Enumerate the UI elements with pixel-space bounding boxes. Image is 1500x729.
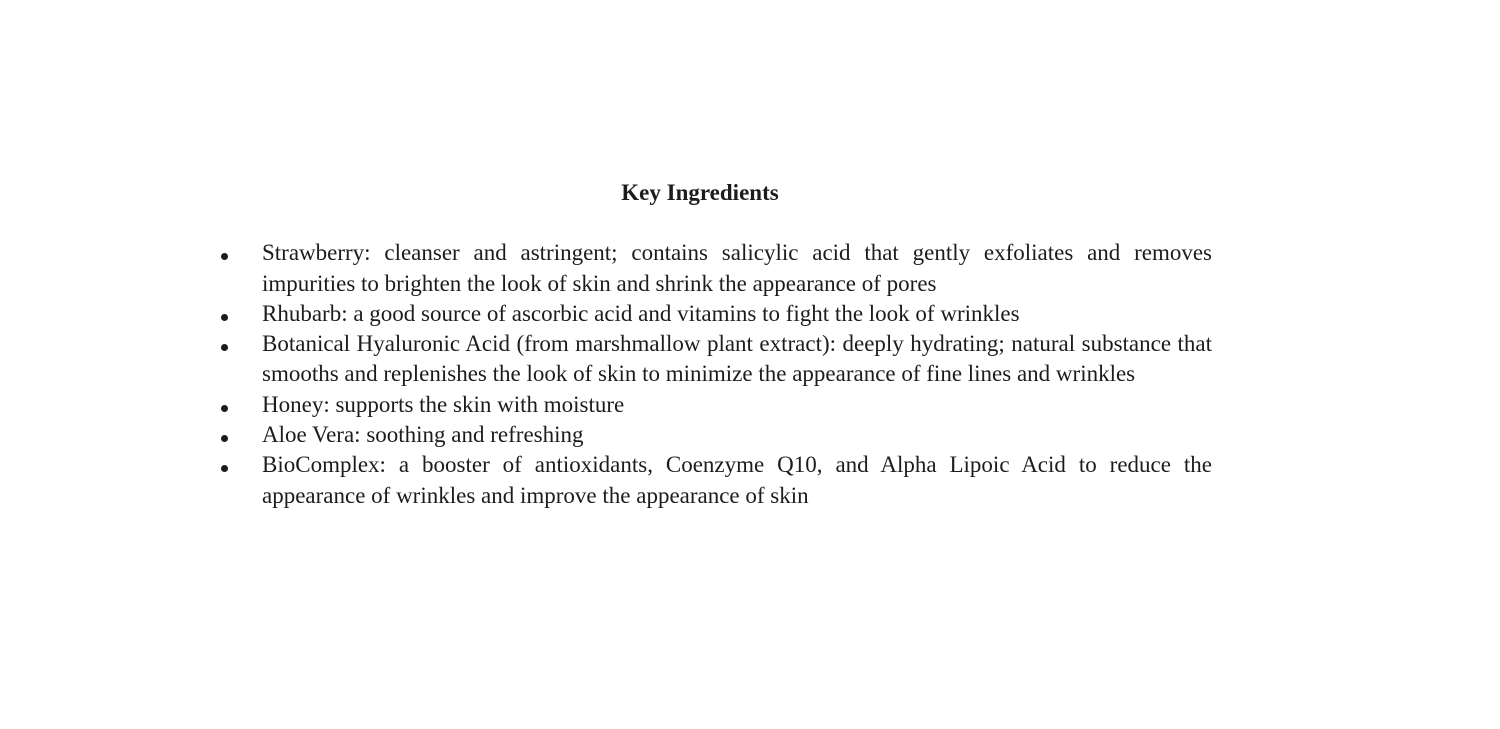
document-content bbox=[188, 178, 1212, 511]
ingredient-list bbox=[188, 238, 1212, 511]
ingredient-item-botanical-hyaluronic-acid: Botanical Hyaluronic Acid (from marshmallow plant extract): deeply hydrating; natural substance that smooths and replenishes the look of skin to minimize the appearance of fine lines and wrinkles bbox=[188, 329, 1212, 390]
ingredient-item-strawberry: Strawberry: cleanser and astringent; contains salicylic acid that gently exfoliates and removes impurities to brighten the look of skin and shrink the appearance of pores bbox=[188, 238, 1212, 299]
ingredient-item-rhubarb: Rhubarb: a good source of ascorbic acid and vitamins to fight the look of wrinkles bbox=[188, 299, 1212, 329]
ingredient-item-honey: Honey: supports the skin with moisture bbox=[188, 390, 1212, 420]
ingredient-item-biocomplex: BioComplex: a booster of antioxidants, Coenzyme Q10, and Alpha Lipoic Acid to reduce the appearance of wrinkles and improve the appearance of skin bbox=[188, 450, 1212, 511]
ingredient-item-aloe-vera: Aloe Vera: soothing and refreshing bbox=[188, 420, 1212, 450]
page-title: Key Ingredients bbox=[621, 180, 779, 205]
